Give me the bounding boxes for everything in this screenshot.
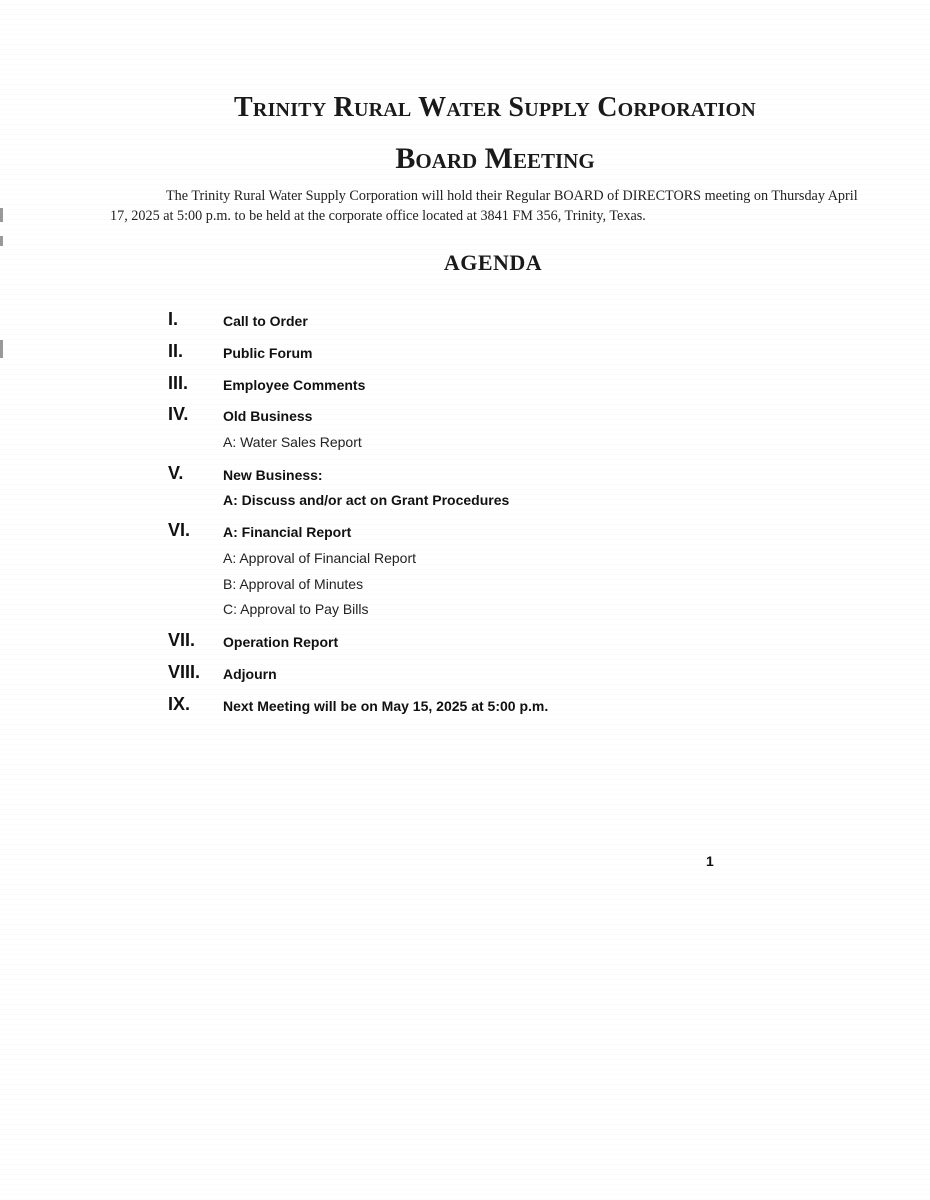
agenda-numeral: I. xyxy=(168,309,179,329)
agenda-item-title: Next Meeting will be on May 15, 2025 at 5:00 p.m. xyxy=(223,698,549,714)
agenda-item-title: Old Business xyxy=(223,408,313,424)
agenda-item-title: Call to Order xyxy=(223,313,308,329)
agenda-numeral: III. xyxy=(168,373,189,393)
agenda-numeral: VI. xyxy=(168,520,191,540)
agenda-sub-item: B: Approval of Minutes xyxy=(223,576,364,592)
agenda-item-title: A: Financial Report xyxy=(223,524,352,540)
agenda-numeral: IV. xyxy=(168,404,189,424)
agenda-item-title: Employee Comments xyxy=(223,377,366,393)
agenda-item-title: Adjourn xyxy=(223,666,277,682)
agenda-sub-item: C: Approval to Pay Bills xyxy=(223,601,369,617)
page-number: 1 xyxy=(706,853,714,869)
agenda-item-title: New Business: xyxy=(223,467,323,483)
agenda-item-title: Operation Report xyxy=(223,634,339,650)
agenda-numeral: II. xyxy=(168,341,184,361)
agenda-sub-item: A: Discuss and/or act on Grant Procedures xyxy=(223,492,510,508)
agenda-heading: AGENDA xyxy=(443,250,543,275)
agenda-sub-item: A: Water Sales Report xyxy=(223,434,362,450)
agenda-numeral: VIII. xyxy=(168,662,201,682)
agenda-numeral: V. xyxy=(168,463,184,483)
agenda-sub-item: A: Approval of Financial Report xyxy=(223,550,416,566)
agenda-item-title: Public Forum xyxy=(223,345,313,361)
organization-name: Trinity Rural Water Supply Corporation xyxy=(234,92,756,123)
agenda-numeral: VII. xyxy=(168,630,196,650)
meeting-notice-paragraph: The Trinity Rural Water Supply Corporation will hold their Regular BOARD of DIRECTORS meeting on Thursday April 17, 2025 at 5:00 p.m. to be held at the corporate office located at 3841 FM 356, Trinity, Texas. xyxy=(110,188,858,224)
agenda-numeral: IX. xyxy=(168,694,191,714)
meeting-title: Board Meeting xyxy=(395,142,595,175)
